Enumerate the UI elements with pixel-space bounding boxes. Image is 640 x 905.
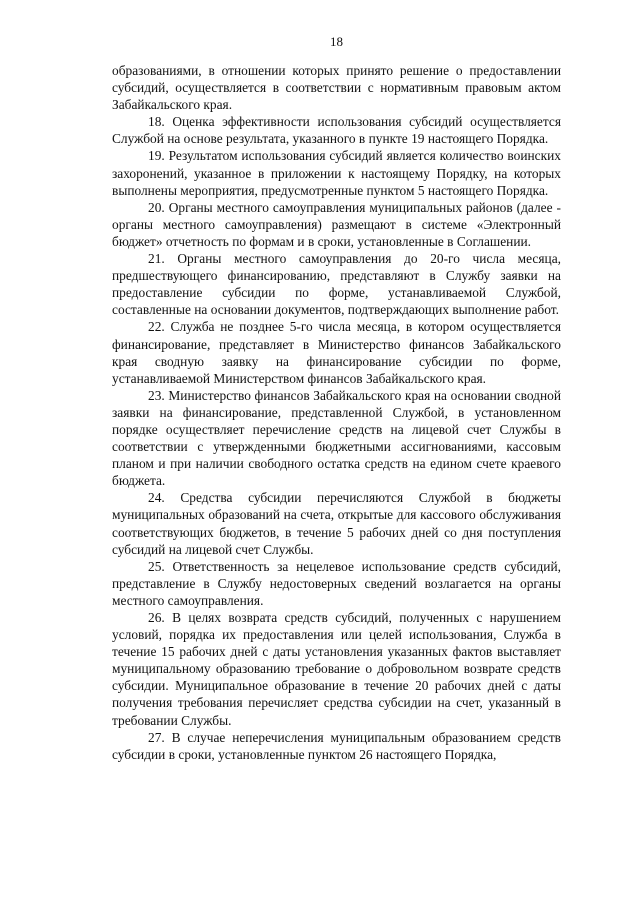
paragraph-19: 19. Результатом использования субсидий является количество воинских захоронений, указанное в приложении к настоящему Порядку, на которых выполнены мероприятия, предусмотренные пунктом 5 настоящего Порядка.: [112, 148, 561, 198]
paragraph-18: 18. Оценка эффективности использования субсидий осуществляется Службой на основе результата, указанного в пункте 19 настоящего Порядка.: [112, 114, 561, 147]
paragraph-continuation: образованиями, в отношении которых принято решение о предоставлении субсидий, осуществляется в соответствии с нормативным правовым актом Забайкальского края.: [112, 63, 561, 113]
paragraph-27: 27. В случае неперечисления муниципальным образованием средств субсидии в сроки, установленные пунктом 26 настоящего Порядка,: [112, 729, 561, 762]
paragraph-22: 22. Служба не позднее 5-го числа месяца, в котором осуществляется финансирование, представляет в Министерство финансов Забайкальского края сводную заявку на финансирование субсидии по форме, устанавливаемой Министерством финансов Забайкальского края.: [112, 319, 561, 386]
paragraph-25: 25. Ответственность за нецелевое использование средств субсидий, представление в Службу недостоверных сведений возлагается на органы местного самоуправления.: [112, 558, 561, 608]
paragraph-20: 20. Органы местного самоуправления муниципальных районов (далее - органы местного самоуправления) размещают в системе «Электронный бюджет» отчетность по формам и в сроки, установленные в Соглашении.: [112, 199, 561, 249]
page-number: 18: [330, 34, 343, 49]
paragraph-23: 23. Министерство финансов Забайкальского края на основании сводной заявки на финансирование, представленной Службой, в установленном порядке осуществляет перечисление средств на лицевой счет Службы в соответствии с утвержденными бюджетными ассигнованиями, кассовым планом и при наличии свободного остатка средств на едином счете краевого бюджета.: [112, 387, 561, 489]
paragraph-21: 21. Органы местного самоуправления до 20-го числа месяца, предшествующего финансированию, представляют в Службу заявки на предоставление субсидии по форме, устанавливаемой Службой, составленные на основании документов, подтверждающих выполнение работ.: [112, 251, 561, 318]
paragraph-26: 26. В целях возврата средств субсидий, полученных с нарушением условий, порядка их предоставления или целей использования, Служба в течение 15 рабочих дней с даты установления указанных фактов выставляет муниципальному образованию требование о добровольном возврате средств субсидии. Муниципальное образование в течение 20 рабочих дней с даты получения требования перечисляет средства субсидии на счет, указанный в требовании Службы.: [112, 610, 561, 728]
paragraph-24: 24. Средства субсидии перечисляются Службой в бюджеты муниципальных образований на счета, открытые для кассового обслуживания соответствующих бюджетов, в течение 5 рабочих дней со дня поступления субсидий на лицевой счет Службы.: [112, 490, 561, 557]
